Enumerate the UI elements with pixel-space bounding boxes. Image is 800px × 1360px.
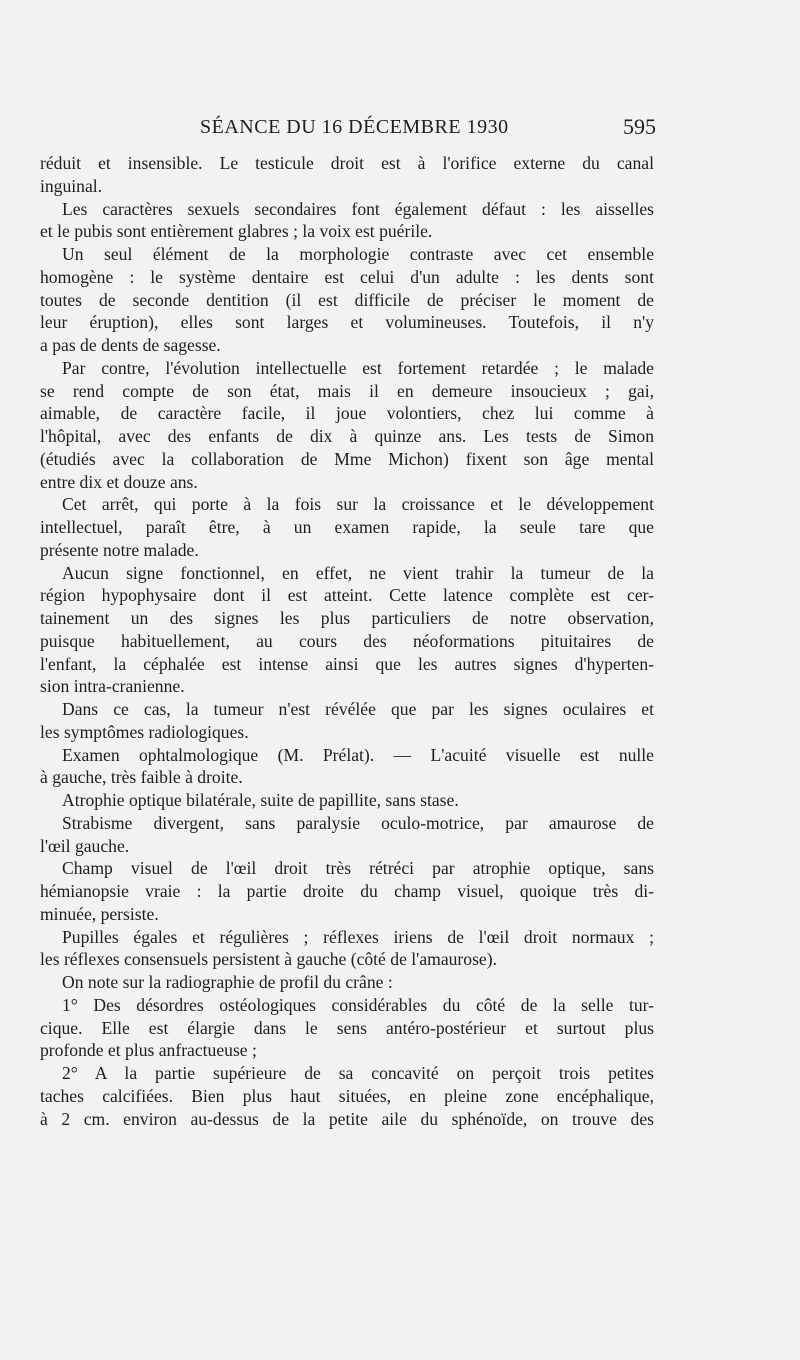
text-line: Dans ce cas, la tumeur n'est révélée que par les signes oculaires et: [62, 699, 654, 719]
text-line: et le pubis sont entièrement glabres ; la voix est puérile.: [40, 221, 433, 242]
running-header: [200, 112, 656, 146]
text-line: Champ visuel de l'œil droit très rétréci par atrophie optique, sans: [62, 858, 654, 879]
text-line: taches calcifiées. Bien plus haut situées, en pleine zone encéphalique,: [40, 1085, 654, 1106]
text-line: profonde et plus anfractueuse ;: [40, 1040, 257, 1061]
text-line: a pas de dents de sagesse.: [40, 335, 221, 355]
text-line: les réflexes consensuels persistent à gauche (côté de l'amaurose).: [40, 949, 497, 970]
text-line: 1° Des désordres ostéologiques considérables du côté de la selle tur-: [62, 994, 654, 1015]
text-line: puisque habituellement, au cours des néoformations pituitaires de: [40, 630, 654, 651]
text-line: l'œil gauche.: [40, 835, 130, 856]
text-line: inguinal.: [40, 175, 103, 196]
text-line: présente notre malade.: [40, 539, 199, 560]
text-line: intellectuel, paraît être, à un examen rapide, la seule tare que: [40, 517, 654, 537]
body-text: [40, 152, 654, 1130]
text-line: se rend compte de son état, mais il en demeure insoucieux ; gai,: [40, 380, 654, 401]
text-line: On note sur la radiographie de profil du crâne :: [62, 972, 393, 992]
text-line: Cet arrêt, qui porte à la fois sur la croissance et le développement: [62, 494, 654, 515]
page-number: 595: [623, 114, 656, 139]
text-line: tainement un des signes les plus particuliers de notre observation,: [40, 608, 654, 628]
text-line: cique. Elle est élargie dans le sens antéro-postérieur et surtout plus: [40, 1017, 654, 1038]
text-line: (étudiés avec la collaboration de Mme Michon) fixent son âge mental: [40, 448, 654, 469]
text-line: réduit et insensible. Le testicule droit est à l'orifice externe du canal: [40, 153, 654, 173]
text-line: sion intra-cranienne.: [40, 676, 185, 697]
text-line: Strabisme divergent, sans paralysie oculo-motrice, par amaurose de: [62, 812, 654, 833]
text-line: homogène : le système dentaire est celui d'un adulte : les dents sont: [40, 266, 654, 287]
text-line: les symptômes radiologiques.: [40, 721, 249, 742]
text-line: à 2 cm. environ au-dessus de la petite aile du sphénoïde, on trouve des: [40, 1108, 654, 1129]
text-line: entre dix et douze ans.: [40, 471, 198, 492]
text-line: Un seul élément de la morphologie contraste avec cet ensemble: [62, 244, 654, 264]
text-line: l'enfant, la céphalée est intense ainsi que les autres signes d'hyperten-: [40, 653, 654, 674]
text-line: Examen ophtalmologique (M. Prélat). — L'acuité visuelle est nulle: [62, 744, 654, 765]
text-line: région hypophysaire dont il est atteint. Cette latence complète est cer-: [40, 585, 654, 606]
text-line: l'hôpital, avec des enfants de dix à quinze ans. Les tests de Simon: [40, 426, 654, 446]
text-line: Atrophie optique bilatérale, suite de papillite, sans stase.: [62, 790, 459, 810]
header-title: SÉANCE DU 16 DÉCEMBRE 1930: [200, 116, 509, 138]
text-line: aimable, de caractère facile, il joue volontiers, chez lui comme à: [40, 403, 654, 424]
text-line: toutes de seconde dentition (il est difficile de préciser le moment de: [40, 289, 654, 310]
text-line: Pupilles égales et régulières ; réflexes iriens de l'œil droit normaux ;: [62, 926, 654, 947]
text-line: à gauche, très faible à droite.: [40, 767, 243, 788]
text-line: Les caractères sexuels secondaires font également défaut : les aisselles: [62, 198, 654, 219]
text-line: minuée, persiste.: [40, 903, 159, 924]
text-line: hémianopsie vraie : la partie droite du champ visuel, quoique très di-: [40, 881, 654, 901]
text-line: Par contre, l'évolution intellectuelle est fortement retardée ; le malade: [62, 357, 654, 378]
text-line: Aucun signe fonctionnel, en effet, ne vient trahir la tumeur de la: [62, 562, 654, 583]
text-line: 2° A la partie supérieure de sa concavité on perçoit trois petites: [62, 1063, 654, 1083]
text-line: leur éruption), elles sont larges et volumineuses. Toutefois, il n'y: [40, 312, 654, 333]
